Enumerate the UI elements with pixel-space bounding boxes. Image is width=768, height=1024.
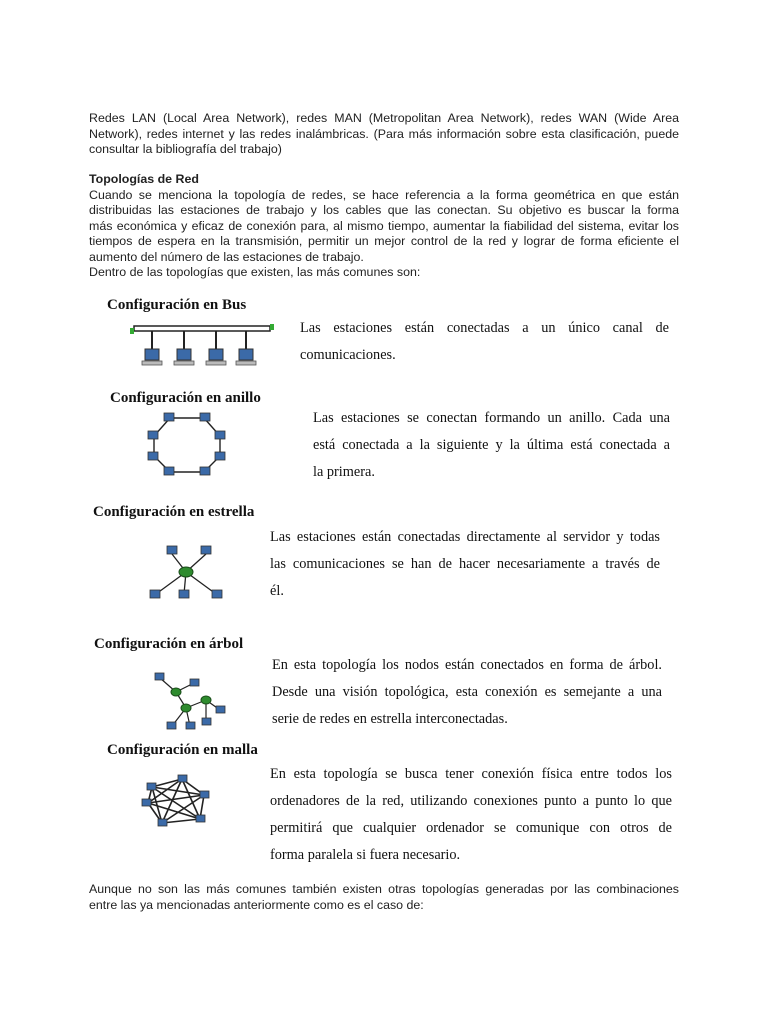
mesh-line: forma paralela si fuera necesario. xyxy=(270,847,461,863)
section-line: Dentro de las topologías que existen, las más comunes son: xyxy=(89,265,421,279)
tree-line: serie de redes en estrella interconectadas. xyxy=(272,711,508,727)
intro-line: Network), redes internet y las redes inalámbricas. (Para más información sobre esta clasificación, puede xyxy=(89,126,679,141)
intro-paragraph xyxy=(89,111,679,158)
mesh-line: permitirá que cualquier ordenador se comunique con otros de xyxy=(270,820,672,836)
star-title: Configuración en estrella xyxy=(93,504,255,520)
star-topology-icon xyxy=(144,542,234,606)
mesh-line: En esta topología se busca tener conexión física entre todos los xyxy=(270,766,672,782)
mesh-title: Configuración en malla xyxy=(107,742,258,758)
section-heading: Topologías de Red xyxy=(89,172,199,186)
ring-description xyxy=(313,405,670,486)
section-line: Cuando se menciona la topología de redes, se hace referencia a la forma geométrica en que están xyxy=(89,187,679,202)
topologias-section xyxy=(89,172,679,281)
star-description xyxy=(270,524,660,605)
tree-line: Desde una visión topológica, esta conexión es semejante a una xyxy=(272,684,662,700)
section-line: tiempos de espera en la transmisión, permitir un mejor control de la red y lograr de forma eficiente el xyxy=(89,234,679,248)
star-line: él. xyxy=(270,583,284,599)
bus-title: Configuración en Bus xyxy=(107,297,247,313)
bus-topology-icon xyxy=(128,322,278,370)
tree-line: En esta topología los nodos están conectados en forma de árbol. xyxy=(272,657,662,673)
star-line: Las estaciones están conectadas directamente al servidor y todas xyxy=(270,529,660,545)
mesh-topology-icon xyxy=(138,773,218,833)
star-line: las comunicaciones se han de hacer necesariamente a través de xyxy=(270,556,660,572)
section-line: distribuidas las estaciones de trabajo y los cables que las conectan. Su objetivo es buscar la forma xyxy=(89,203,679,217)
ring-topology-icon xyxy=(144,410,234,482)
intro-line: Redes LAN (Local Area Network), redes MAN (Metropolitan Area Network), redes WAN (Wide Area xyxy=(89,111,679,125)
mesh-line: ordenadores de la red, utilizando conexiones punto a punto lo que xyxy=(270,793,672,809)
bus-line: Las estaciones están conectadas a un único canal de xyxy=(300,320,669,336)
section-line: aumento del número de las estaciones de trabajo. xyxy=(89,249,364,264)
ring-line: está conectada a la siguiente y la última está conectada a xyxy=(313,437,670,453)
bus-description xyxy=(300,315,669,369)
closing-paragraph xyxy=(89,882,679,913)
ring-title: Configuración en anillo xyxy=(110,390,261,406)
mesh-description xyxy=(270,761,672,869)
closing-line: Aunque no son las más comunes también existen otras topologías generadas por las combinaciones xyxy=(89,882,679,896)
tree-topology-icon xyxy=(150,670,230,734)
tree-title: Configuración en árbol xyxy=(94,636,244,652)
ring-line: la primera. xyxy=(313,464,375,480)
ring-line: Las estaciones se conectan formando un anillo. Cada una xyxy=(313,410,670,426)
closing-line: entre las ya mencionadas anteriormente como es el caso de: xyxy=(89,897,424,912)
tree-description xyxy=(272,652,662,733)
section-line: más económica y eficaz de conexión para, al mismo tiempo, aumentar la fiabilidad del sistema, evitar los xyxy=(89,218,679,233)
bus-line: comunicaciones. xyxy=(300,347,396,363)
intro-line: consultar la bibliografía del trabajo) xyxy=(89,142,282,156)
